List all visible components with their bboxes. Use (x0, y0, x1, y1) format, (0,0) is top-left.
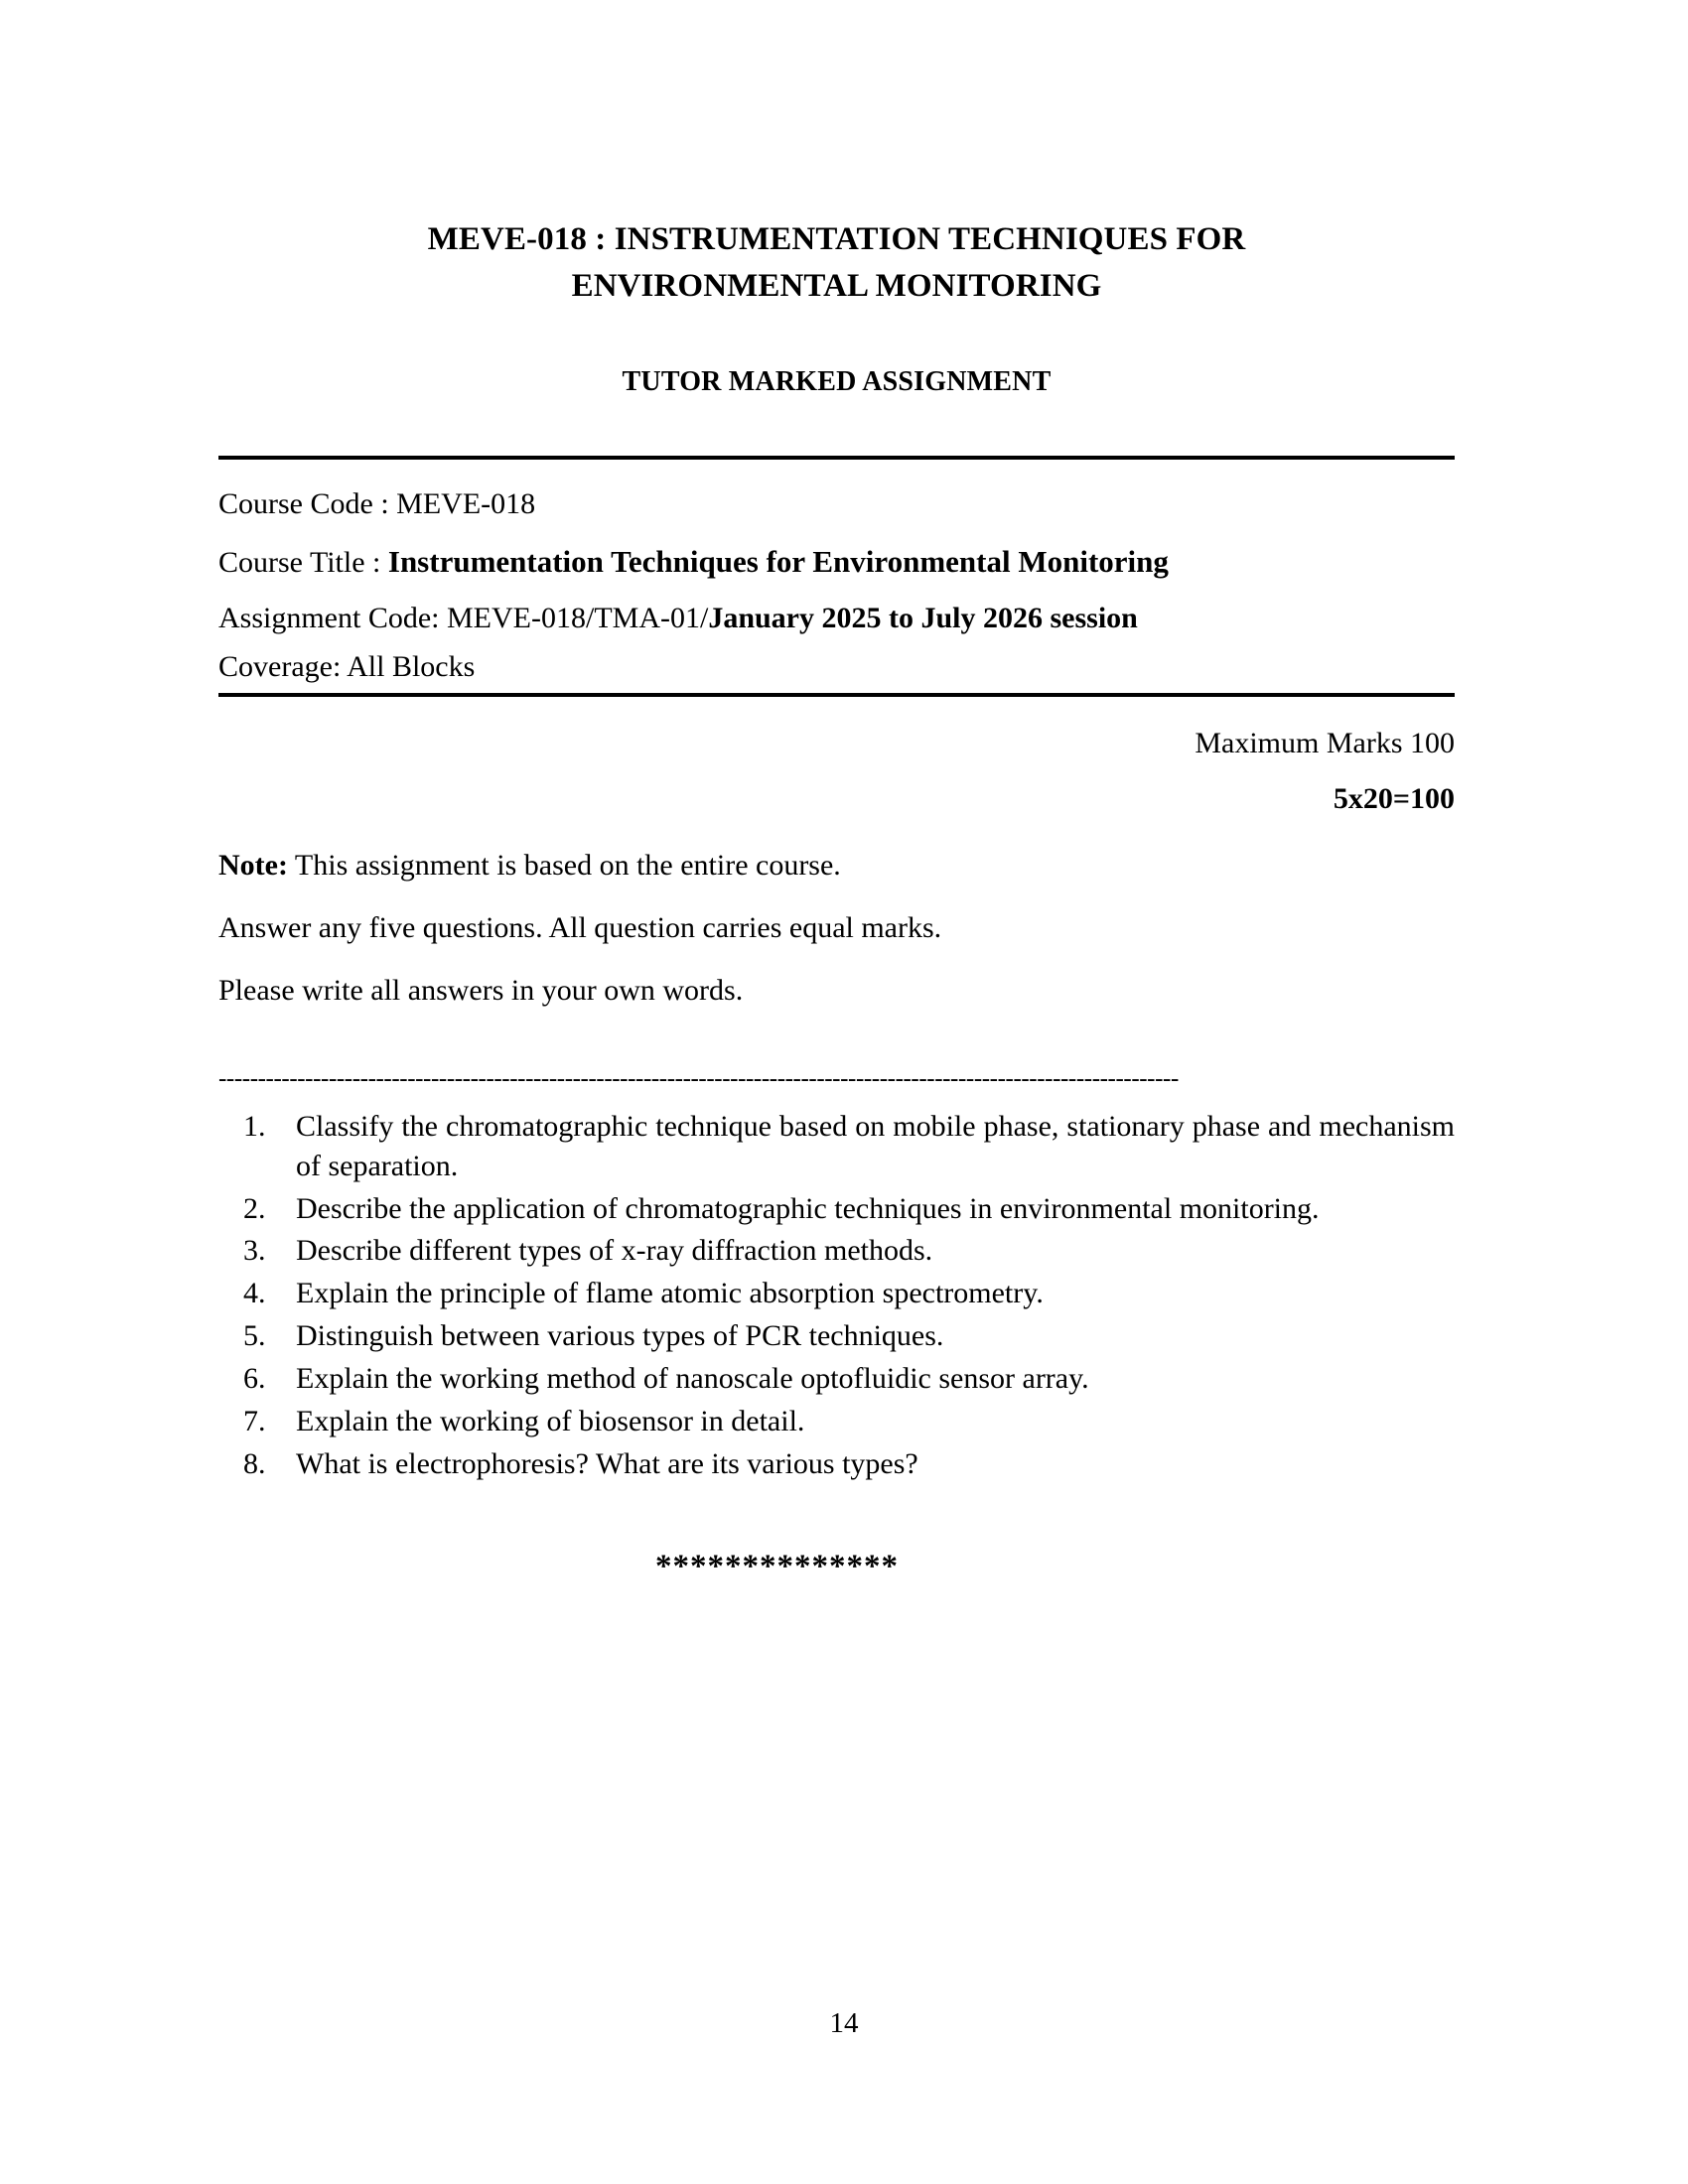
question-number: 1. (243, 1109, 266, 1143)
question-item (218, 1189, 1455, 1232)
question-text: Explain the principle of flame atomic absorption spectrometry. (296, 1277, 1044, 1310)
question-text: Explain the working method of nanoscale optofluidic sensor array. (296, 1362, 1089, 1396)
course-code-text: Course Code : MEVE-018 (218, 486, 536, 520)
document-header (218, 0, 1455, 398)
question-item (218, 1107, 1455, 1189)
question-text: Describe the application of chromatographic techniques in environmental monitoring. (296, 1191, 1320, 1225)
question-number: 6. (243, 1362, 266, 1396)
questions-list (218, 1094, 1455, 1487)
question-text: Explain the working of biosensor in detail. (296, 1404, 805, 1437)
assignment-code-value: MEVE-018/TMA-01/ (447, 601, 709, 634)
page-title-line-1: MEVE-018 : INSTRUMENTATION TECHNIQUES FOR (427, 221, 1246, 257)
course-title-label: Course Title : (218, 545, 388, 579)
question-item (218, 1444, 1455, 1487)
assignment-code-label: Assignment Code: (218, 601, 447, 634)
question-number: 4. (243, 1277, 266, 1310)
coverage-line: Coverage: All Blocks (218, 649, 476, 683)
instruction-line-1: Answer any five questions. All question carries equal marks. (218, 910, 942, 944)
marks-breakdown: 5x20=100 (1333, 781, 1455, 815)
question-number: 5. (243, 1319, 266, 1353)
question-item (218, 1359, 1455, 1402)
course-title-value: Instrumentation Techniques for Environmental Monitoring (387, 543, 1169, 579)
page-number: 14 (829, 2007, 859, 2039)
question-item (218, 1316, 1455, 1359)
question-item (218, 1402, 1455, 1444)
note-label: Note: (218, 848, 288, 882)
footer-asterisks: ************** (655, 1548, 899, 1584)
maximum-marks: Maximum Marks 100 (1195, 726, 1455, 759)
course-title-line (218, 529, 1455, 594)
question-number: 2. (243, 1191, 266, 1225)
question-item (218, 1274, 1455, 1316)
course-code-line (218, 479, 1455, 529)
page-title (218, 216, 1455, 310)
assignment-code-line (218, 594, 1455, 643)
question-number: 8. (243, 1446, 266, 1480)
note-line (218, 848, 1455, 913)
question-number: 7. (243, 1404, 266, 1437)
question-text: Distinguish between various types of PCR techniques. (296, 1319, 944, 1353)
dashed-separator: -------------------------------------------------------------------------------------------------------------------------- (218, 1064, 1179, 1092)
assignment-session: January 2025 to July 2026 session (708, 601, 1138, 634)
course-info-block (218, 460, 1455, 684)
question-text: What is electrophoresis? What are its various types? (296, 1446, 918, 1480)
question-item (218, 1231, 1455, 1274)
page-content (218, 0, 1455, 1585)
question-number: 3. (243, 1234, 266, 1268)
page-title-line-2: ENVIRONMENTAL MONITORING (571, 267, 1102, 304)
note-text: This assignment is based on the entire course. (287, 848, 841, 882)
document-subtitle: TUTOR MARKED ASSIGNMENT (622, 365, 1052, 397)
question-text: Describe different types of x-ray diffraction methods. (296, 1234, 933, 1268)
question-text: Classify the chromatographic technique based on mobile phase, stationary phase and mechanism of separation. (296, 1109, 1455, 1182)
instruction-line-2: Please write all answers in your own words. (218, 973, 744, 1007)
notes-block (218, 814, 1455, 1038)
